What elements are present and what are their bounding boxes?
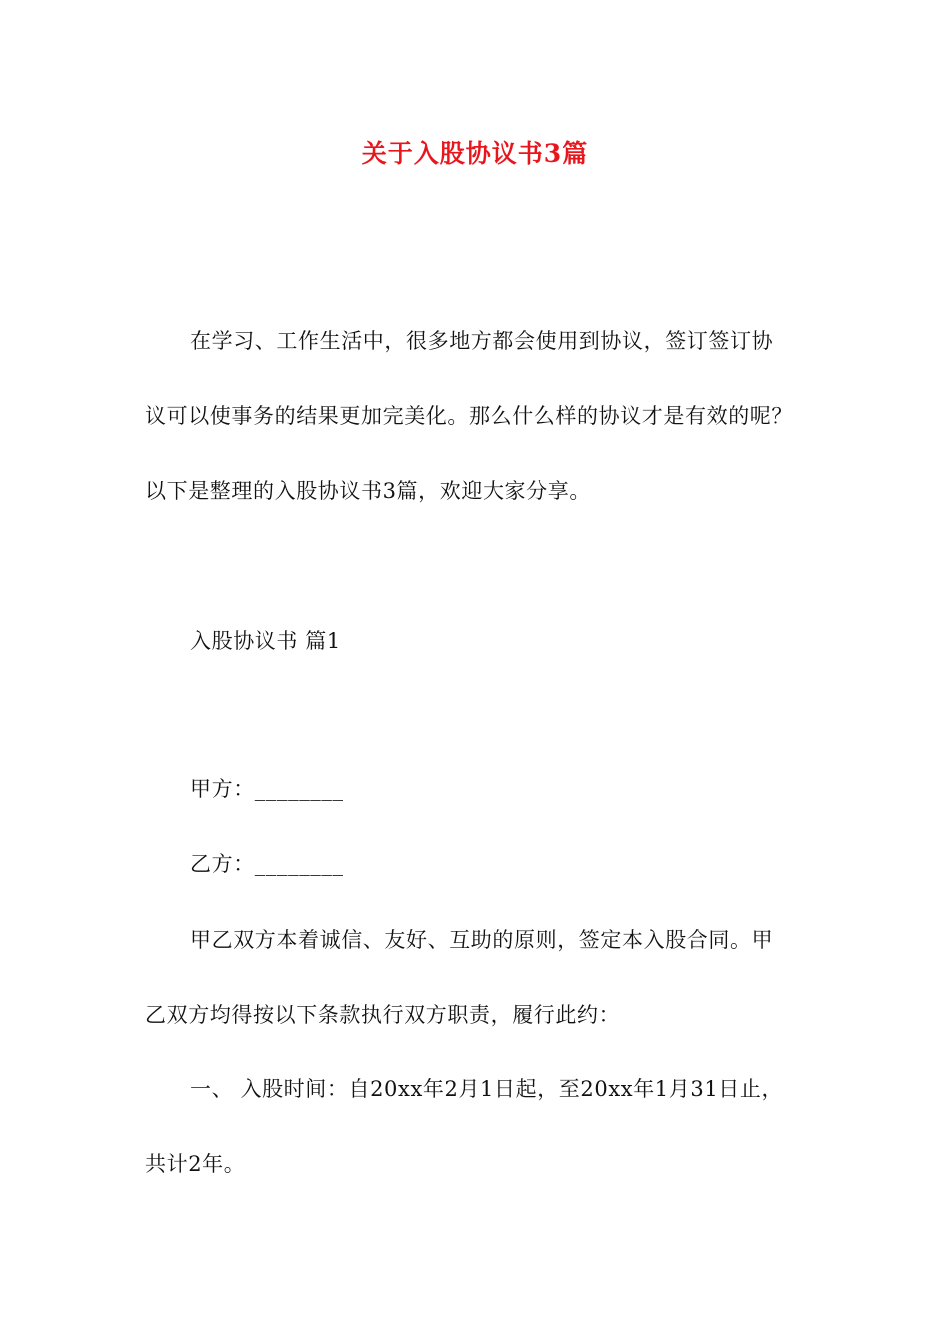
preamble-line-2: 乙双方均得按以下条款执行双方职责，履行此约： (145, 1003, 621, 1027)
party-b-line: 乙方：________ (190, 852, 344, 876)
clause-1-line-2: 共计2年。 (145, 1152, 246, 1176)
intro-line-3: 以下是整理的入股协议书3篇，欢迎大家分享。 (145, 479, 591, 503)
party-a-line: 甲方：________ (190, 777, 344, 801)
section-heading: 入股协议书 篇1 (190, 629, 341, 653)
document-title: 关于入股协议书3篇 (361, 139, 589, 168)
intro-line-2: 议可以使事务的结果更加完美化。那么什么样的协议才是有效的呢？ (145, 404, 793, 428)
clause-1-line-1: 一、 入股时间：自20xx年2月1日起，至20xx年1月31日止， (190, 1077, 784, 1101)
intro-line-1: 在学习、工作生活中，很多地方都会使用到协议，签订签订协 (190, 329, 774, 353)
preamble-line-1: 甲乙双方本着诚信、友好、互助的原则，签定本入股合同。甲 (190, 928, 774, 952)
